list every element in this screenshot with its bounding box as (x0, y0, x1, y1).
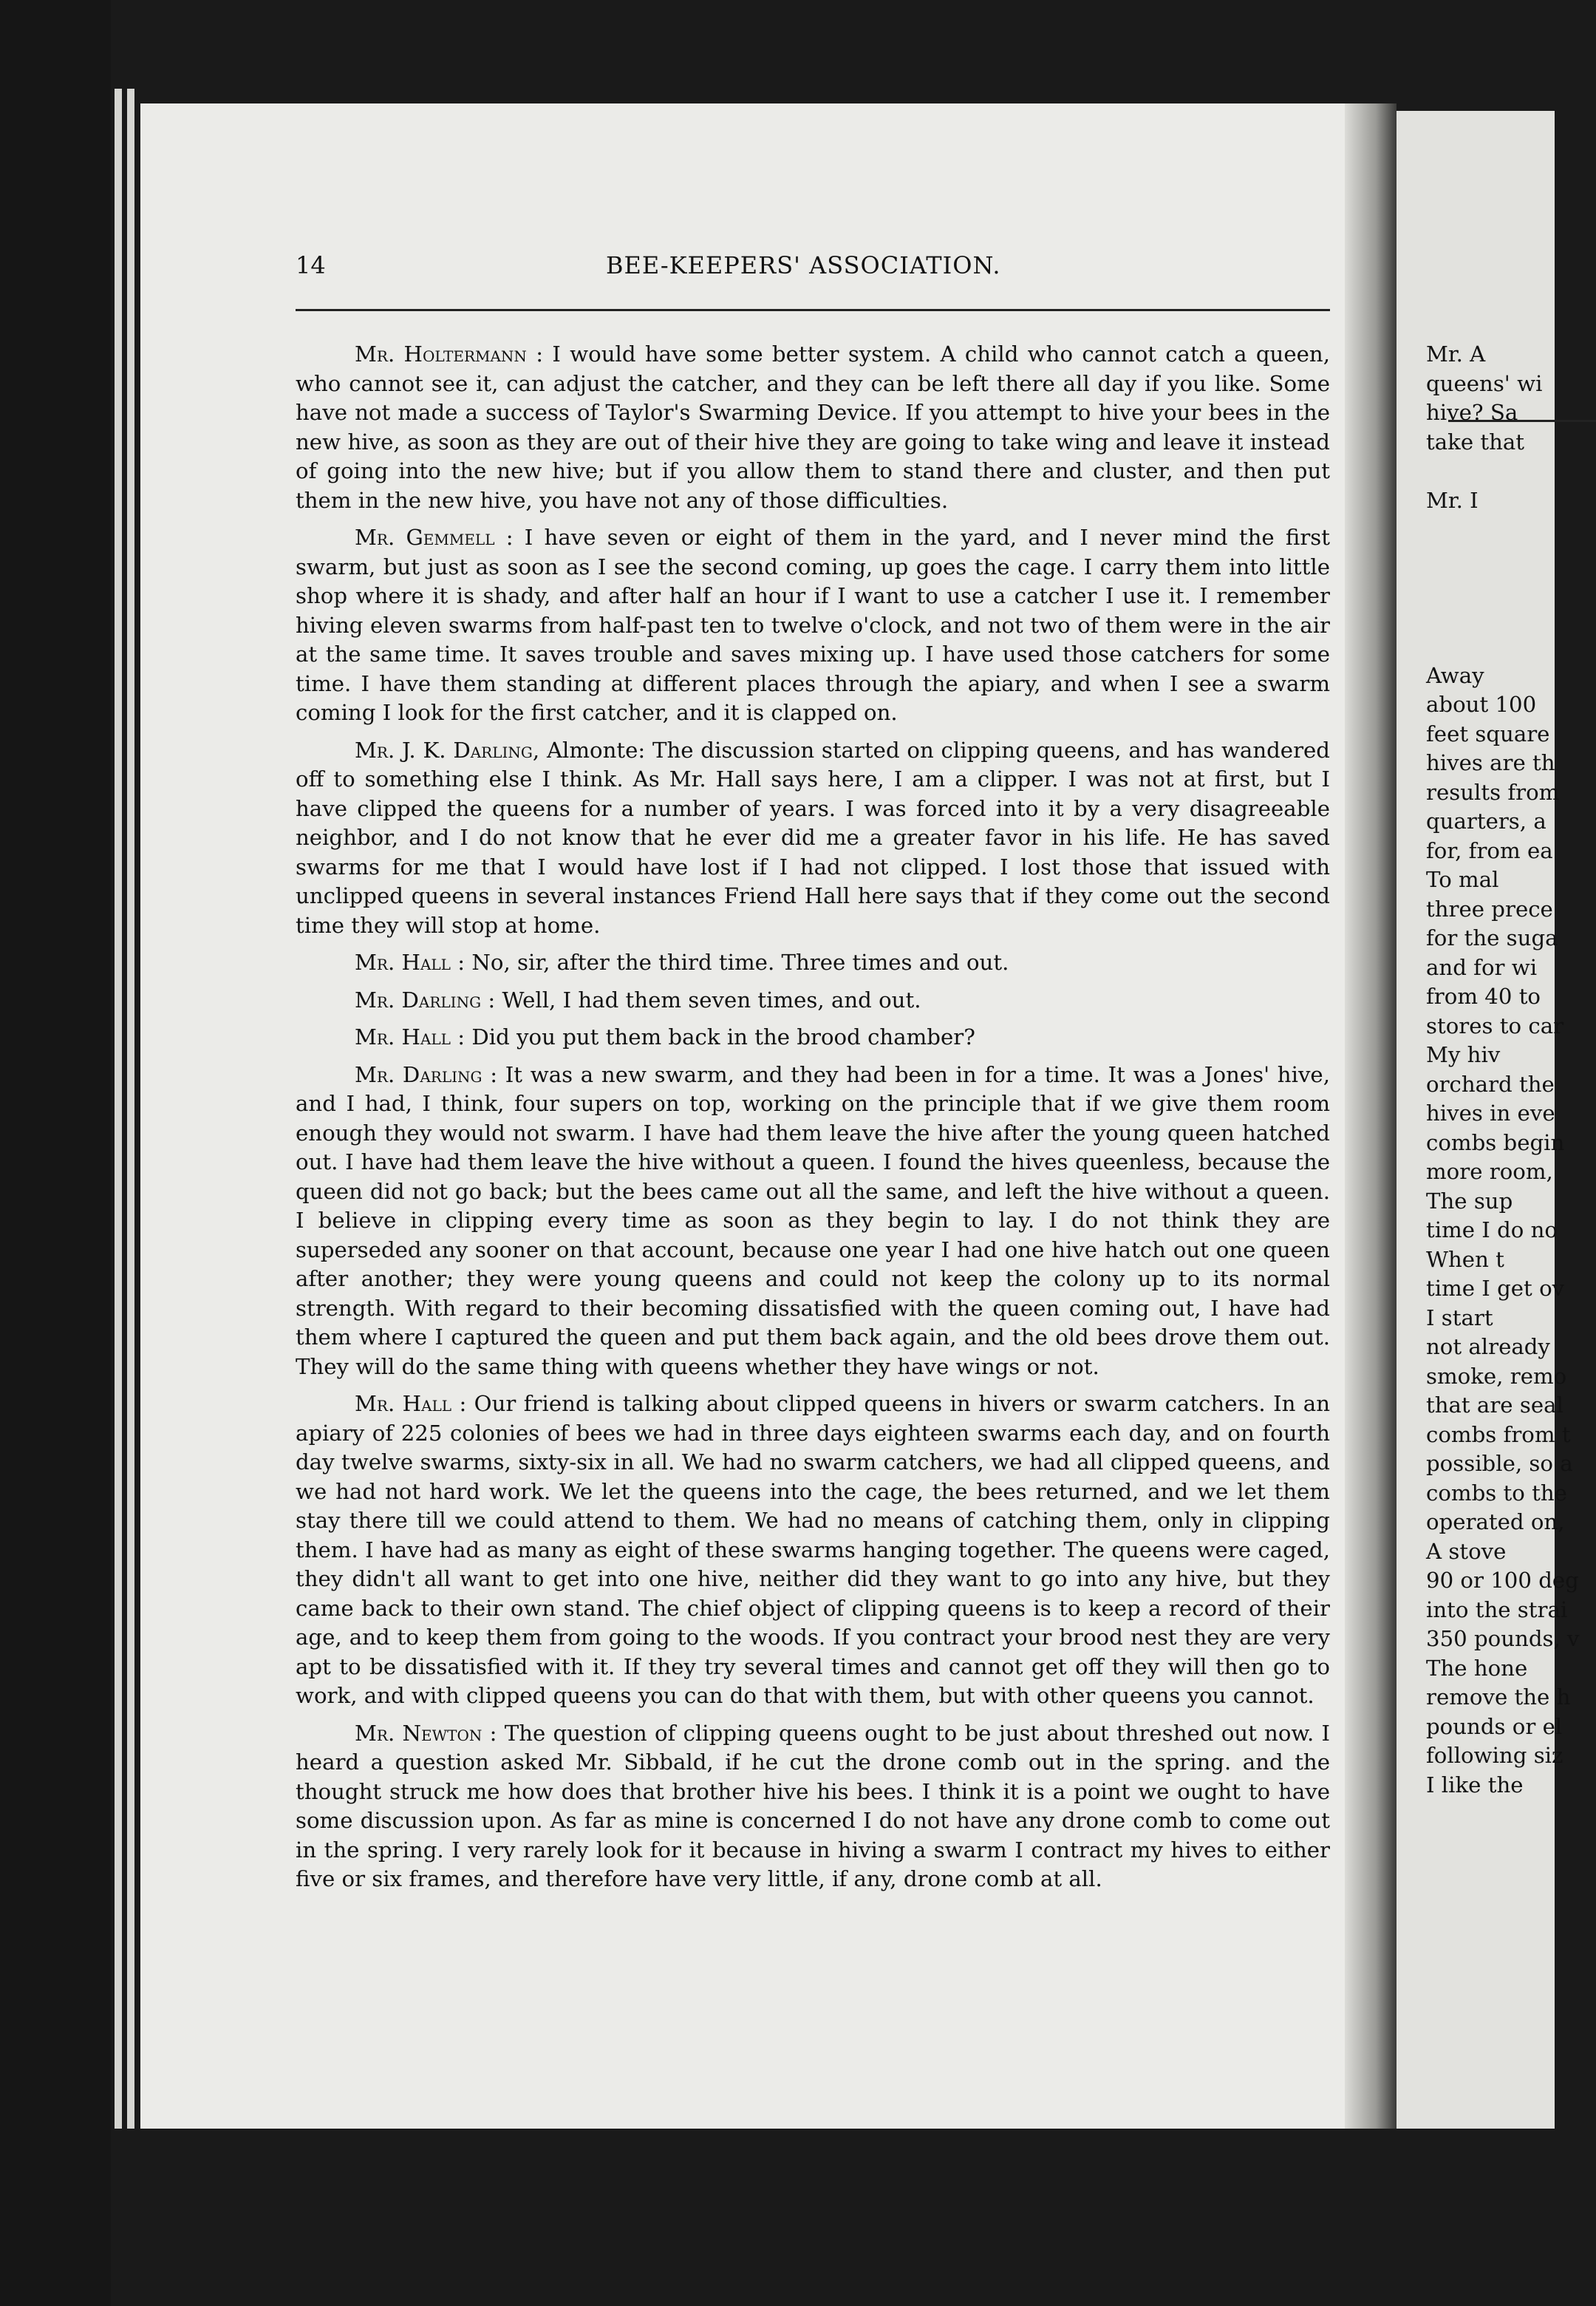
facing-page-line: take that (1426, 429, 1525, 455)
facing-page-line: time I get ov (1426, 1276, 1565, 1301)
speaker-name: Mr. Gemmell : (355, 525, 514, 550)
paragraph (296, 340, 1330, 515)
facing-page-line: results from (1426, 779, 1560, 805)
facing-page-line: smoke, remo (1426, 1363, 1567, 1389)
facing-page-line: I like the (1426, 1772, 1524, 1797)
facing-page-line: possible, so a (1426, 1451, 1573, 1476)
facing-page-line: about 100 (1426, 692, 1537, 717)
facing-page-line: not already (1426, 1334, 1550, 1359)
facing-page-line: stores to car (1426, 1013, 1564, 1038)
facing-page-line (1426, 632, 1574, 661)
facing-page-line: To mal (1426, 867, 1499, 892)
page-edge (127, 89, 134, 2180)
speaker-name: Mr. Holtermann : (355, 341, 544, 367)
paragraph-text: No, sir, after the third time. Three times and out. (465, 950, 1009, 975)
facing-page-line: for, from ea (1426, 837, 1553, 863)
paragraph-text: Almonte: The discussion started on clipping queens, and has wandered off to something else I think. As Mr. Hall says here, I am a clipper. I was not at first, but I have clipped the queens for a number of years. I was forced into it by a very disagreeable neighbor, and I do not know that he ever did me a greater favor in his life. He has saved swarms for me that I would have lost if I had not clipped. I lost those that issued with unclipped queens in several instances Friend Hall here says that if they come out the second time they will stop at home. (296, 737, 1330, 938)
speaker-name: Mr. Newton : (355, 1720, 497, 1746)
page-number: 14 (296, 251, 326, 279)
page-header (296, 251, 1330, 288)
paragraph-text: I have seven or eight of them in the yard, and I never mind the first swarm, but just as soon as I see the second coming, up goes the cage. I carry them into little shop where it is shady, and after half an hour if I want to use a catcher I use it. I remember hiving eleven swarms from half-past ten to twelve o'clock, and not two of them were in the air at the same time. It saves trouble and saves mixing up. I have used those catchers for some time. I have them standing at different places through the apiary, and when I see a swarm coming I look for the first catcher, and it is clapped on. (296, 525, 1330, 725)
paragraph-text: The question of clipping queens ought to be just about threshed out now. I heard a question asked Mr. Sibbald, if he cut the drone comb out in the spring. and the thought struck me how does that brother hive his bees. I think it is a point we ought to have some discussion upon. As far as mine is concerned I do not have any drone comb to come out in the spring. I very rarely look for it because in hiving a swarm I contract my hives to either five or six frames, and therefore have very little, if any, drone comb at all. (296, 1720, 1330, 1891)
facing-page-line: orchard the (1426, 1071, 1555, 1097)
facing-page-line: that are seal (1426, 1392, 1563, 1418)
scan-background (0, 0, 111, 2306)
paragraph (296, 1719, 1330, 1894)
speaker-name: Mr. Darling : (355, 987, 496, 1013)
facing-page-text (1426, 340, 1580, 1800)
paragraph (296, 523, 1330, 728)
facing-page-line: hives in eve (1426, 1101, 1555, 1126)
facing-page-line: combs from t (1426, 1421, 1571, 1447)
facing-page-line (1426, 603, 1574, 633)
facing-page-line: following siz (1426, 1743, 1563, 1768)
facing-page-line: Mr. I (1426, 487, 1479, 513)
running-head: BEE-KEEPERS' ASSOCIATION. (606, 251, 1001, 279)
facing-page-line: 350 pounds, v (1426, 1626, 1580, 1651)
speaker-name: Mr. Hall : (355, 1391, 467, 1416)
facing-page-line: The sup (1426, 1188, 1513, 1214)
paragraph (296, 986, 1330, 1016)
facing-page-line: and for wi (1426, 954, 1538, 980)
facing-page-line: feet square (1426, 721, 1550, 746)
paragraph-text: Did you put them back in the brood chamber? (465, 1024, 975, 1050)
facing-page-line: hives are th (1426, 750, 1555, 775)
paragraph (296, 1061, 1330, 1382)
facing-page-line: Mr. A (1426, 341, 1486, 367)
facing-page-line (1426, 515, 1574, 545)
facing-page-line: combs to the (1426, 1480, 1567, 1506)
facing-page-line: pounds or el (1426, 1713, 1563, 1739)
facing-page-line: combs begin (1426, 1129, 1565, 1155)
facing-page-line: I start (1426, 1305, 1493, 1330)
facing-page-line: more room, (1426, 1159, 1553, 1184)
page-edge (115, 89, 122, 2180)
body-text (296, 340, 1330, 1902)
facing-page-line: three prece (1426, 896, 1553, 922)
facing-page-line: queens' wi (1426, 370, 1543, 396)
paragraph-text: I would have some better system. A child who cannot catch a queen, who cannot see it, can adjust the catcher, and they can be left there all day if you like. Some have not made a success of Taylor's Swarming Device. If you attempt to hive your bees in the new hive, as soon as they are out of their hive they are going to take wing and leave it instead of going into the new hive; but if you allow them to stand there and cluster, and then put them in the new hive, you have not any of those difficulties. (296, 341, 1330, 513)
scan-background (111, 2129, 1555, 2306)
paragraph-text: Well, I had them seven times, and out. (495, 987, 921, 1013)
facing-page-line: 90 or 100 deg (1426, 1568, 1579, 1593)
facing-page-line: quarters, a (1426, 809, 1546, 834)
facing-page-line: hive? Sa (1426, 400, 1518, 425)
paragraph (296, 948, 1330, 978)
paragraph-text: Our friend is talking about clipped queens in hivers or swarm catchers. In an apiary of 225 colonies of bees we had in three days eighteen swarms each day, and on fourth day twelve swarms, sixty-six in all. We had no swarm catchers, we had all clipped queens, and we had not hard work. We let the queens into the cage, the bees returned, and we let them stay there till we could attend to them. We had no means of catching them, only in clipping them. I have had as many as eight of these swarms hanging together. The queens were caged, they didn't all want to get into one hive, neither did they want to go into any hive, but they came back to their own stand. The chief object of clipping queens is to keep a record of their age, and to keep them from going to the woods. If you contract your brood nest they are very apt to be dissatisfied with it. If they try several times and cannot get off they will then go to work, and with clipped queens you can do that with them, but with other queens you cannot. (296, 1391, 1330, 1708)
speaker-name: Mr. Hall : (355, 950, 466, 975)
facing-page-line: The hone (1426, 1655, 1528, 1681)
facing-page-line (1426, 457, 1574, 486)
facing-page-line: A stove (1426, 1538, 1507, 1564)
facing-page-line: My hiv (1426, 1042, 1501, 1067)
speaker-name: Mr. J. K. Darling, (355, 737, 540, 763)
facing-page-line (1426, 545, 1574, 574)
facing-page-line: remove the h (1426, 1684, 1571, 1710)
facing-page-line: time I do no (1426, 1217, 1558, 1242)
facing-page-line (1426, 574, 1574, 603)
facing-page-line: When t (1426, 1246, 1504, 1272)
facing-page-line: into the strai (1426, 1596, 1568, 1622)
facing-page-line: operated on, (1426, 1509, 1565, 1534)
speaker-name: Mr. Darling : (355, 1061, 498, 1087)
paragraph (296, 736, 1330, 941)
facing-page-line: for the suga (1426, 925, 1558, 950)
book-gutter (1345, 103, 1396, 2129)
header-rule (296, 309, 1330, 311)
paragraph (296, 1390, 1330, 1711)
speaker-name: Mr. Hall : (355, 1024, 466, 1050)
paragraph (296, 1023, 1330, 1052)
facing-page-line: from 40 to (1426, 984, 1541, 1009)
facing-page-line: Away (1426, 662, 1484, 688)
paragraph-text: It was a new swarm, and they had been in for a time. It was a Jones' hive, and I had, I think, four supers on top, working on the principle that if we give them room enough they would not swarm. I have had them leave the hive after the young queen hatched out. I have had them leave the hive without a queen. I found the hives queenless, because the queen did not go back; but the bees came out all the same, and left the hive without a queen. I believe in clipping every time as soon as they begin to lay. I do not think they are superseded any sooner on that account, because one year I had one hive hatch out one queen after another; they were young queens and could not keep the colony up to its normal strength. With regard to their becoming dissatisfied with the queen coming out, I have had them where I captured the queen and put them back again, and the old bees drove them out. They will do the same thing with queens whether they have wings or not. (296, 1061, 1330, 1379)
